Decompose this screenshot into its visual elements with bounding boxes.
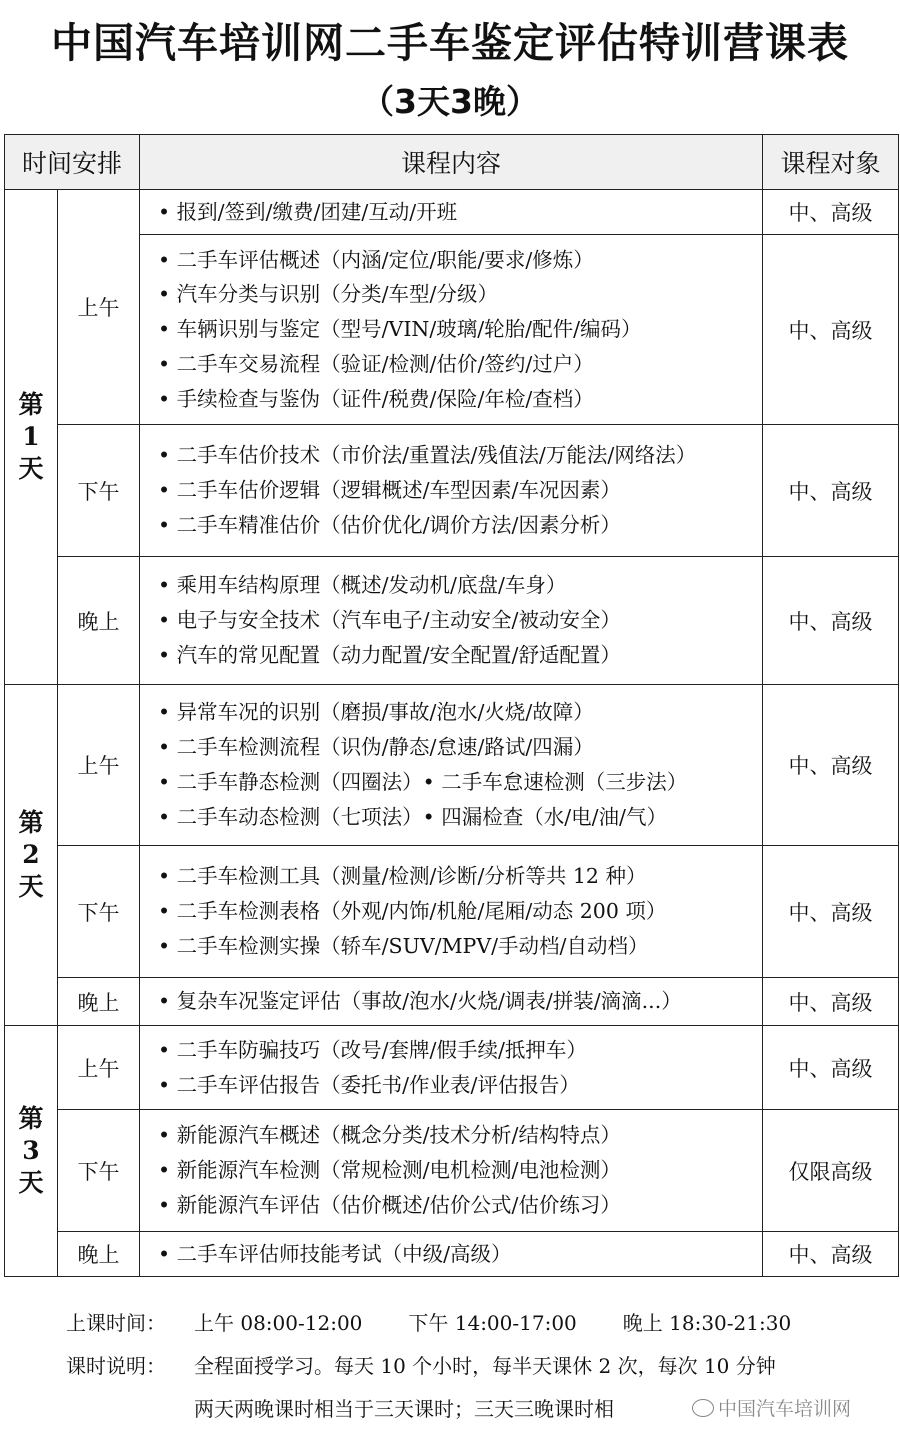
course-item: • 二手车精准估价（估价优化/调价方法/因素分析） [158, 508, 762, 543]
wechat-icon [692, 1399, 714, 1417]
course-target: 中、高级 [763, 190, 899, 235]
course-target: 中、高级 [763, 846, 899, 978]
course-item: • 手续检查与鉴伪（证件/税费/保险/年检/查档） [158, 382, 762, 417]
course-item: • 复杂车况鉴定评估（事故/泡水/火烧/调表/拼装/滴滴...） [158, 984, 762, 1019]
table-row [5, 1110, 899, 1232]
footer-schedule [66, 1307, 791, 1336]
period-label: 晚上 [58, 1232, 140, 1277]
course-item: • 二手车防骗技巧（改号/套牌/假手续/抵押车） [158, 1033, 762, 1068]
watermark-text: 中国汽车培训网 [718, 1398, 852, 1420]
course-target: 中、高级 [763, 425, 899, 557]
course-item: • 二手车评估概述（内涵/定位/职能/要求/修炼） [158, 243, 762, 278]
course-content [140, 1026, 763, 1110]
course-item: • 二手车交易流程（验证/检测/估价/签约/过户） [158, 347, 762, 382]
course-item: • 乘用车结构原理（概述/发动机/底盘/车身） [158, 568, 762, 603]
day-label: 第 1 天 [5, 190, 58, 685]
table-row [5, 1232, 899, 1277]
course-target: 中、高级 [763, 1232, 899, 1277]
schedule-body [5, 190, 899, 1277]
table-row [5, 978, 899, 1026]
period-label: 上午 [58, 1026, 140, 1110]
period-label: 下午 [58, 846, 140, 978]
period-label: 下午 [58, 1110, 140, 1232]
course-item: • 二手车检测工具（测量/检测/诊断/分析等共 12 种） [158, 859, 762, 894]
course-content [140, 1232, 763, 1277]
footer-hours-cont [66, 1393, 614, 1422]
evening-time: 晚上 18:30-21:30 [622, 1311, 792, 1335]
course-item: • 二手车评估报告（委托书/作业表/评估报告） [158, 1068, 762, 1103]
course-item: • 车辆识别与鉴定（型号/VIN/玻璃/轮胎/配件/编码） [158, 312, 762, 347]
course-content [140, 235, 763, 425]
course-item: • 汽车的常见配置（动力配置/安全配置/舒适配置） [158, 638, 762, 673]
course-item: • 二手车估价逻辑（逻辑概述/车型因素/车况因素） [158, 473, 762, 508]
table-row [5, 425, 899, 557]
course-target: 中、高级 [763, 685, 899, 846]
course-item: • 新能源汽车检测（常规检测/电机检测/电池检测） [158, 1153, 762, 1188]
course-content [140, 978, 763, 1026]
course-target: 仅限高级 [763, 1110, 899, 1232]
day-label: 第 3 天 [5, 1026, 58, 1277]
course-content [140, 846, 763, 978]
course-item: • 二手车估价技术（市价法/重置法/残值法/万能法/网络法） [158, 438, 762, 473]
course-item: • 新能源汽车评估（估价概述/估价公式/估价练习） [158, 1188, 762, 1223]
course-item: • 异常车况的识别（磨损/事故/泡水/火烧/故障） [158, 695, 762, 730]
course-item: • 二手车评估师技能考试（中级/高级） [158, 1237, 762, 1272]
course-content [140, 557, 763, 685]
table-row [5, 685, 899, 846]
course-content [140, 1110, 763, 1232]
hours-label: 课时说明： [66, 1354, 166, 1378]
watermark [692, 1394, 851, 1421]
table-row [5, 557, 899, 685]
course-item: • 二手车动态检测（七项法）• 四漏检查（水/电/油/气） [158, 800, 762, 835]
page-subtitle: （3天3晚） [361, 82, 539, 121]
course-target: 中、高级 [763, 235, 899, 425]
course-item: • 报到/签到/缴费/团建/互动/开班 [158, 195, 762, 230]
afternoon-time: 下午 14:00-17:00 [408, 1311, 577, 1335]
footer-hours [66, 1350, 776, 1379]
table-row [5, 846, 899, 978]
course-item: • 汽车分类与识别（分类/车型/分级） [158, 277, 762, 312]
course-item: • 二手车检测实操（轿车/SUV/MPV/手动档/自动档） [158, 929, 762, 964]
schedule-label: 上课时间： [66, 1311, 166, 1335]
period-label: 下午 [58, 425, 140, 557]
period-label: 上午 [58, 190, 140, 425]
period-label: 晚上 [58, 978, 140, 1026]
table-row [5, 1026, 899, 1110]
hours-line2: 两天两晚课时相当于三天课时；三天三晚课时相 [194, 1397, 614, 1421]
header-content: 课程内容 [140, 135, 763, 190]
header-target: 课程对象 [763, 135, 899, 190]
course-item: • 二手车检测表格（外观/内饰/机舱/尾厢/动态 200 项） [158, 894, 762, 929]
header-time: 时间安排 [5, 135, 140, 190]
course-content [140, 190, 763, 235]
hours-line1: 全程面授学习。每天 10 个小时，每半天课休 2 次，每次 10 分钟 [194, 1354, 776, 1378]
course-item: • 电子与安全技术（汽车电子/主动安全/被动安全） [158, 603, 762, 638]
table-header-row [5, 135, 899, 190]
table-row [5, 190, 899, 235]
period-label: 上午 [58, 685, 140, 846]
course-content [140, 425, 763, 557]
course-target: 中、高级 [763, 978, 899, 1026]
course-content [140, 685, 763, 846]
course-item: • 二手车静态检测（四圈法）• 二手车怠速检测（三步法） [158, 765, 762, 800]
morning-time: 上午 08:00-12:00 [194, 1311, 363, 1335]
course-target: 中、高级 [763, 557, 899, 685]
table-row [5, 235, 899, 425]
course-item: • 新能源汽车概述（概念分类/技术分析/结构特点） [158, 1118, 762, 1153]
page-title: 中国汽车培训网二手车鉴定评估特训营课表 [51, 19, 849, 67]
course-target: 中、高级 [763, 1026, 899, 1110]
period-label: 晚上 [58, 557, 140, 685]
day-label: 第 2 天 [5, 685, 58, 1026]
schedule-table [4, 134, 899, 1277]
course-item: • 二手车检测流程（识伪/静态/怠速/路试/四漏） [158, 730, 762, 765]
